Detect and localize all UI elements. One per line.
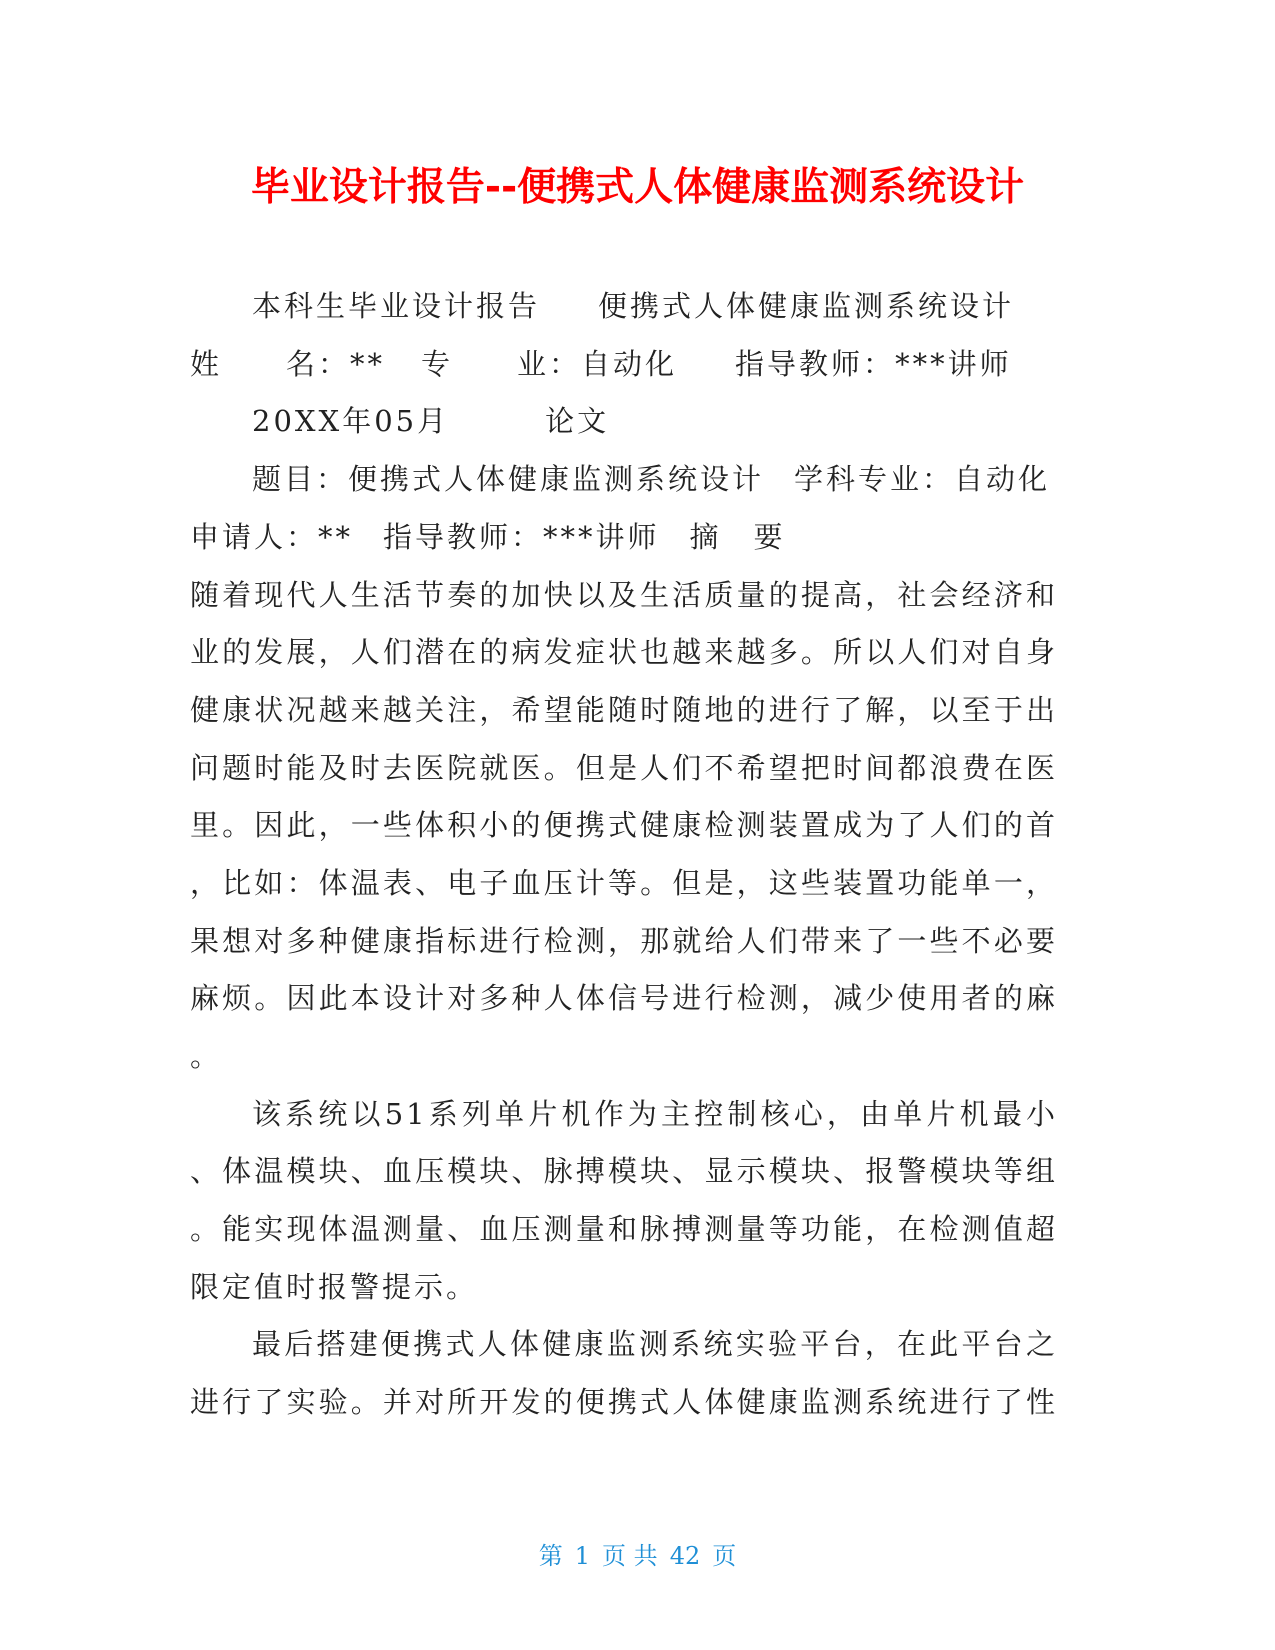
body-line: 业的发展，人们潜在的病发症状也越来越多。所以人们对自身 <box>190 635 1058 669</box>
major-label: 专 业： <box>421 347 582 381</box>
body-line: 。能实现体温测量、血压测量和脉搏测量等功能，在检测值超 <box>190 1212 1058 1246</box>
footer-suffix: 页 <box>712 1542 737 1570</box>
page-footer <box>0 1540 1275 1572</box>
report-type: 本科生毕业设计报告 <box>252 289 541 323</box>
body-line: 进行了实验。并对所开发的便携式人体健康监测系统进行了性 <box>190 1385 1058 1419</box>
discipline-value: 自动化 <box>954 462 1051 496</box>
report-date: 20XX年05月 <box>252 404 450 438</box>
info-advisor-value: ***讲师 <box>543 520 660 554</box>
body-line: 限定值时报警提示。 <box>190 1270 479 1304</box>
applicant-label: 申请人： <box>190 520 319 554</box>
body-line: 问题时能及时去医院就医。但是人们不希望把时间都浪费在医 <box>190 751 1058 785</box>
topic-value: 便携式人体健康监测系统设计 <box>348 462 765 496</box>
info-line-2 <box>190 517 786 557</box>
topic-label: 题目： <box>252 462 349 496</box>
advisor-value: ***讲师 <box>895 347 1012 381</box>
body-line: 。 <box>190 1039 223 1073</box>
body-line: 果想对多种健康指标进行检测，那就给人们带来了一些不必要 <box>190 924 1058 958</box>
name-value: ** <box>350 347 386 381</box>
info-advisor-label: 指导教师： <box>383 520 544 554</box>
body-line: ，比如：体温表、电子血压计等。但是，这些装置功能单一， <box>190 866 1058 900</box>
doc-kind: 论文 <box>545 404 610 438</box>
body-line: 该系统以51系列单片机作为主控制核心，由单片机最小 <box>252 1097 1058 1131</box>
cover-line-1 <box>252 286 1014 326</box>
applicant-value: ** <box>318 520 354 554</box>
cover-line-2 <box>190 344 1012 384</box>
document-title: 毕业设计报告--便携式人体健康监测系统设计 <box>250 165 1025 210</box>
name-label: 姓 名： <box>190 347 351 381</box>
body-line: 最后搭建便携式人体健康监测系统实验平台，在此平台之 <box>252 1327 1058 1361</box>
page-number: 1 <box>574 1542 591 1570</box>
body-line: 随着现代人生活节奏的加快以及生活质量的提高，社会经济和 <box>190 578 1058 612</box>
footer-prefix: 第 <box>538 1542 563 1570</box>
body-line: 健康状况越来越关注，希望能随时随地的进行了解，以至于出 <box>190 693 1058 727</box>
report-topic: 便携式人体健康监测系统设计 <box>598 289 1015 323</box>
body-line: 里。因此，一些体积小的便携式健康检测装置成为了人们的首 <box>190 808 1058 842</box>
abstract-heading: 摘 要 <box>689 520 786 554</box>
major-value: 自动化 <box>581 347 678 381</box>
discipline-label: 学科专业： <box>794 462 955 496</box>
body-line: 、体温模块、血压模块、脉搏模块、显示模块、报警模块等组 <box>190 1154 1058 1188</box>
footer-middle: 页 共 <box>602 1542 658 1570</box>
cover-line-3 <box>252 401 609 441</box>
body-line: 麻烦。因此本设计对多种人体信号进行检测，减少使用者的麻 <box>190 981 1058 1015</box>
advisor-label: 指导教师： <box>735 347 896 381</box>
info-line-1 <box>252 459 1050 499</box>
page-total: 42 <box>669 1542 701 1570</box>
